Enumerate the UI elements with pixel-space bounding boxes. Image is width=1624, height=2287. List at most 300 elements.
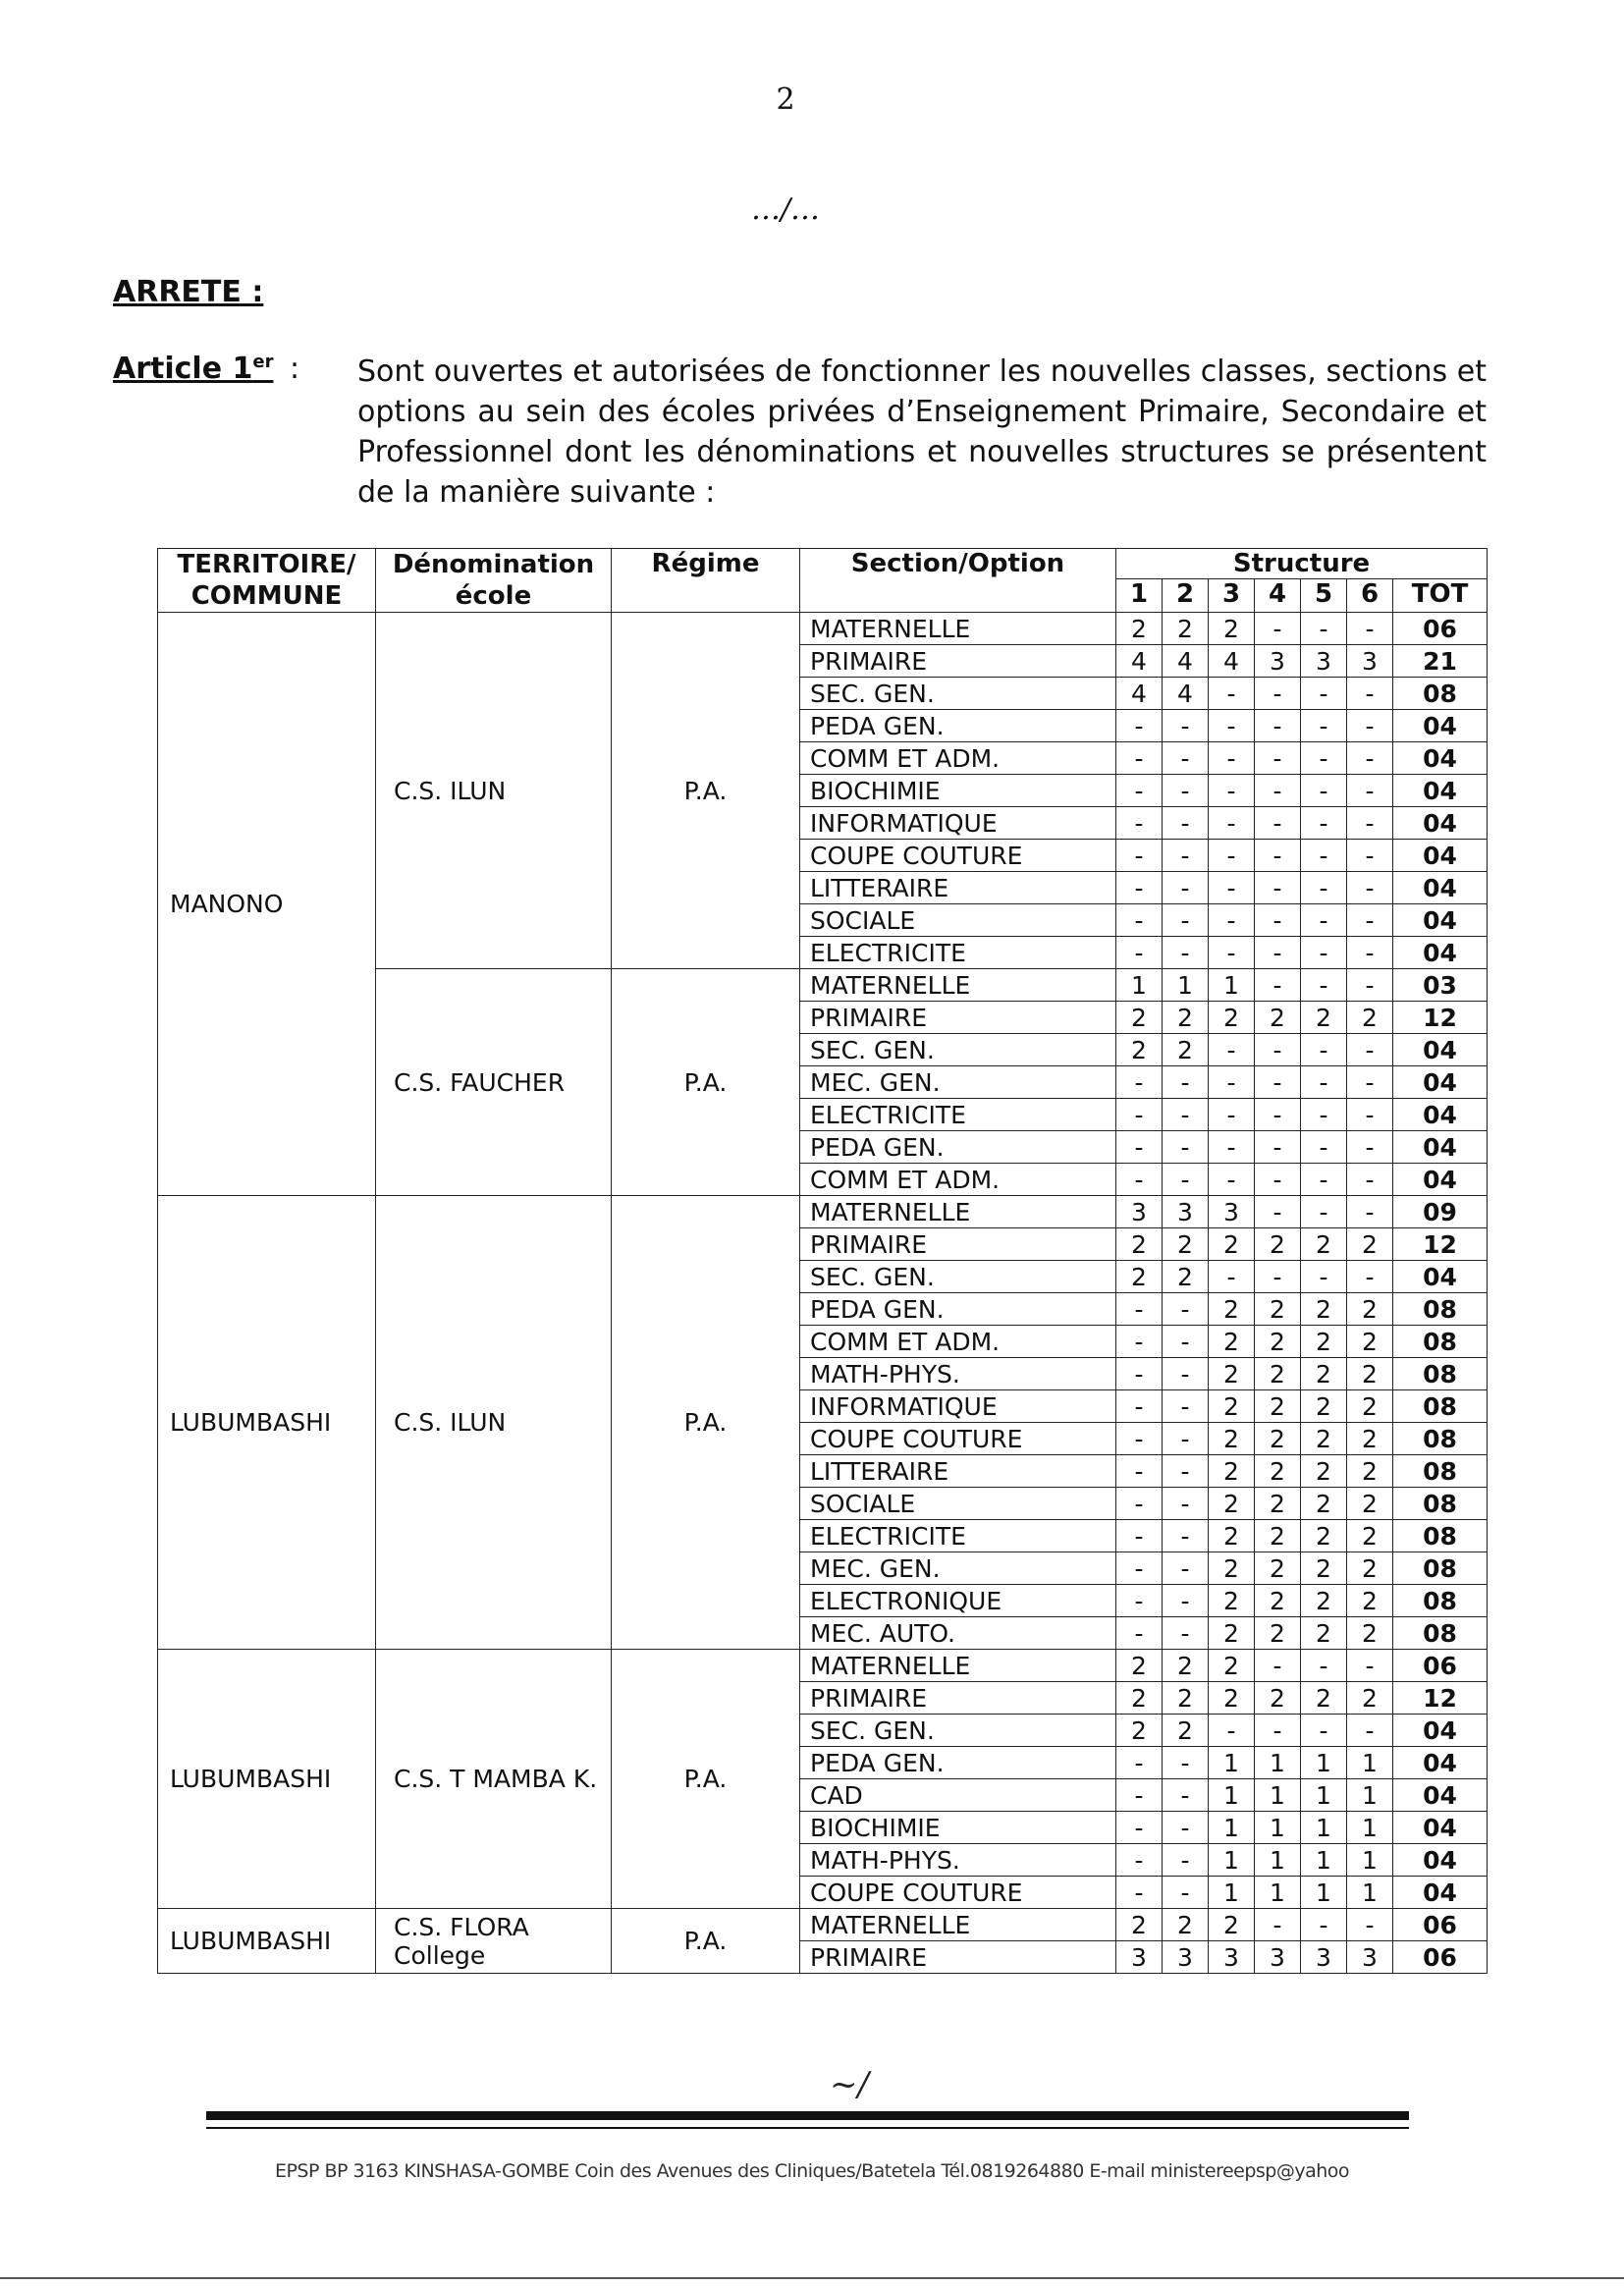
year-3-cell: 2 [1209, 1228, 1255, 1261]
total-cell: 04 [1393, 872, 1488, 904]
section-option-cell: ELECTRICITE [800, 1520, 1116, 1552]
table-row [158, 1909, 1488, 1941]
year-4-cell: - [1255, 775, 1301, 807]
year-4-cell: 2 [1255, 1520, 1301, 1552]
year-4-cell: - [1255, 1196, 1301, 1228]
year-1-cell: - [1116, 1099, 1163, 1131]
year-1-cell: - [1116, 904, 1163, 937]
year-3-cell: - [1209, 1066, 1255, 1099]
year-1-cell: - [1116, 840, 1163, 872]
regime-cell: P.A. [612, 613, 800, 969]
year-6-cell: 3 [1347, 1941, 1393, 1974]
year-5-cell: - [1301, 1066, 1347, 1099]
year-3-cell: - [1209, 742, 1255, 775]
year-6-cell: 2 [1347, 1423, 1393, 1455]
section-option-cell: COUPE COUTURE [800, 1423, 1116, 1455]
year-4-cell: - [1255, 1715, 1301, 1747]
year-2-cell: - [1163, 872, 1209, 904]
year-5-cell: - [1301, 710, 1347, 742]
year-5-cell: 3 [1301, 645, 1347, 678]
year-2-cell: 2 [1163, 613, 1209, 645]
header-year-1: 1 [1116, 579, 1163, 613]
section-option-cell: PEDA GEN. [800, 1747, 1116, 1779]
year-6-cell: 1 [1347, 1877, 1393, 1909]
section-option-cell: MATERNELLE [800, 613, 1116, 645]
year-5-cell: 2 [1301, 1682, 1347, 1715]
year-2-cell: 4 [1163, 678, 1209, 710]
year-1-cell: - [1116, 1552, 1163, 1585]
year-1-cell: 2 [1116, 613, 1163, 645]
year-4-cell: 2 [1255, 1293, 1301, 1326]
footer-rule-thin [206, 2127, 1409, 2129]
year-4-cell: - [1255, 807, 1301, 840]
total-cell: 08 [1393, 1390, 1488, 1423]
year-1-cell: - [1116, 1390, 1163, 1423]
year-4-cell: 2 [1255, 1326, 1301, 1358]
year-2-cell: - [1163, 1455, 1209, 1488]
year-3-cell: 2 [1209, 1455, 1255, 1488]
year-5-cell: - [1301, 678, 1347, 710]
year-5-cell: - [1301, 904, 1347, 937]
year-1-cell: - [1116, 1844, 1163, 1877]
section-option-cell: MEC. GEN. [800, 1552, 1116, 1585]
year-1-cell: 4 [1116, 645, 1163, 678]
regime-cell: P.A. [612, 1196, 800, 1650]
total-cell: 04 [1393, 807, 1488, 840]
year-3-cell: - [1209, 1099, 1255, 1131]
section-option-cell: MATH-PHYS. [800, 1844, 1116, 1877]
year-6-cell: - [1347, 969, 1393, 1002]
section-option-cell: LITTERAIRE [800, 1455, 1116, 1488]
year-6-cell: 2 [1347, 1682, 1393, 1715]
year-5-cell: 2 [1301, 1617, 1347, 1650]
year-2-cell: - [1163, 1131, 1209, 1164]
year-3-cell: 2 [1209, 1326, 1255, 1358]
year-4-cell: 2 [1255, 1228, 1301, 1261]
year-6-cell: 2 [1347, 1455, 1393, 1488]
year-5-cell: 2 [1301, 1390, 1347, 1423]
year-1-cell: 2 [1116, 1682, 1163, 1715]
year-1-cell: 2 [1116, 1909, 1163, 1941]
total-cell: 03 [1393, 969, 1488, 1002]
year-2-cell: - [1163, 1164, 1209, 1196]
year-2-cell: 2 [1163, 1650, 1209, 1682]
initials-mark: ~/ [830, 2065, 869, 2104]
year-2-cell: 2 [1163, 1228, 1209, 1261]
section-option-cell: PEDA GEN. [800, 1131, 1116, 1164]
year-1-cell: - [1116, 742, 1163, 775]
footer-rule-thick [206, 2111, 1409, 2120]
section-option-cell: SEC. GEN. [800, 678, 1116, 710]
year-1-cell: - [1116, 872, 1163, 904]
section-option-cell: SOCIALE [800, 1488, 1116, 1520]
year-6-cell: - [1347, 1131, 1393, 1164]
year-2-cell: - [1163, 1099, 1209, 1131]
year-5-cell: 2 [1301, 1520, 1347, 1552]
section-option-cell: PRIMAIRE [800, 1941, 1116, 1974]
year-3-cell: 2 [1209, 1002, 1255, 1034]
year-5-cell: 2 [1301, 1455, 1347, 1488]
year-4-cell: - [1255, 1909, 1301, 1941]
year-4-cell: - [1255, 1099, 1301, 1131]
year-1-cell: - [1116, 1293, 1163, 1326]
total-cell: 06 [1393, 613, 1488, 645]
territory-cell: MANONO [158, 613, 376, 1196]
year-3-cell: - [1209, 937, 1255, 969]
year-6-cell: - [1347, 742, 1393, 775]
year-6-cell: - [1347, 710, 1393, 742]
year-6-cell: - [1347, 1099, 1393, 1131]
year-6-cell: 1 [1347, 1812, 1393, 1844]
year-1-cell: 1 [1116, 969, 1163, 1002]
section-option-cell: ELECTRICITE [800, 937, 1116, 969]
year-5-cell: - [1301, 807, 1347, 840]
year-5-cell: 2 [1301, 1293, 1347, 1326]
year-1-cell: - [1116, 1326, 1163, 1358]
year-5-cell: 1 [1301, 1747, 1347, 1779]
year-4-cell: 2 [1255, 1488, 1301, 1520]
year-2-cell: - [1163, 1293, 1209, 1326]
year-5-cell: 2 [1301, 1326, 1347, 1358]
schools-structure-table [157, 548, 1488, 1974]
year-3-cell: 2 [1209, 1390, 1255, 1423]
year-3-cell: 2 [1209, 1358, 1255, 1390]
year-5-cell: - [1301, 1196, 1347, 1228]
year-1-cell: 3 [1116, 1941, 1163, 1974]
year-4-cell: - [1255, 1261, 1301, 1293]
school-name-cell: C.S. FLORA College [376, 1909, 612, 1974]
year-1-cell: - [1116, 1164, 1163, 1196]
year-6-cell: - [1347, 775, 1393, 807]
table-row [158, 613, 1488, 645]
section-option-cell: MATERNELLE [800, 969, 1116, 1002]
year-3-cell: - [1209, 1164, 1255, 1196]
section-option-cell: PRIMAIRE [800, 1002, 1116, 1034]
year-4-cell: 2 [1255, 1002, 1301, 1034]
year-2-cell: - [1163, 1877, 1209, 1909]
year-1-cell: - [1116, 1358, 1163, 1390]
year-6-cell: - [1347, 613, 1393, 645]
year-2-cell: - [1163, 1390, 1209, 1423]
table-row [158, 1196, 1488, 1228]
year-2-cell: - [1163, 904, 1209, 937]
regime-cell: P.A. [612, 1909, 800, 1974]
year-2-cell: - [1163, 1326, 1209, 1358]
year-4-cell: 3 [1255, 1941, 1301, 1974]
total-cell: 04 [1393, 775, 1488, 807]
article-colon: : [290, 352, 300, 386]
year-5-cell: - [1301, 1909, 1347, 1941]
year-4-cell: 2 [1255, 1552, 1301, 1585]
year-3-cell: - [1209, 1131, 1255, 1164]
year-6-cell: 2 [1347, 1326, 1393, 1358]
total-cell: 21 [1393, 645, 1488, 678]
year-5-cell: - [1301, 1715, 1347, 1747]
total-cell: 04 [1393, 840, 1488, 872]
year-4-cell: 1 [1255, 1779, 1301, 1812]
year-2-cell: 2 [1163, 1715, 1209, 1747]
year-4-cell: 2 [1255, 1390, 1301, 1423]
year-5-cell: 2 [1301, 1358, 1347, 1390]
total-cell: 04 [1393, 1261, 1488, 1293]
year-5-cell: 1 [1301, 1844, 1347, 1877]
year-3-cell: 2 [1209, 1650, 1255, 1682]
regime-cell: P.A. [612, 1650, 800, 1909]
section-option-cell: MEC. AUTO. [800, 1617, 1116, 1650]
arrete-heading: ARRETE : [113, 275, 264, 309]
year-2-cell: - [1163, 710, 1209, 742]
year-4-cell: 2 [1255, 1617, 1301, 1650]
school-name-cell: C.S. ILUN [376, 613, 612, 969]
total-cell: 12 [1393, 1682, 1488, 1715]
year-4-cell: - [1255, 1131, 1301, 1164]
section-option-cell: SEC. GEN. [800, 1034, 1116, 1066]
year-6-cell: - [1347, 1196, 1393, 1228]
year-6-cell: 1 [1347, 1779, 1393, 1812]
total-cell: 08 [1393, 1423, 1488, 1455]
year-4-cell: - [1255, 1650, 1301, 1682]
year-6-cell: - [1347, 840, 1393, 872]
year-4-cell: - [1255, 969, 1301, 1002]
year-2-cell: - [1163, 937, 1209, 969]
year-4-cell: 3 [1255, 645, 1301, 678]
year-6-cell: 2 [1347, 1585, 1393, 1617]
year-5-cell: 2 [1301, 1585, 1347, 1617]
year-2-cell: 2 [1163, 1034, 1209, 1066]
article-text: Sont ouvertes et autorisées de fonctionner les nouvelles classes, sections et options au sein des écoles privées d’Enseignement Primaire, Secondaire et Professionnel dont les dénominations et nouvelles structures se présentent de la manière suivante : [357, 354, 1487, 510]
year-1-cell: 3 [1116, 1196, 1163, 1228]
header-year-4: 4 [1255, 579, 1301, 613]
section-option-cell: SEC. GEN. [800, 1261, 1116, 1293]
year-2-cell: - [1163, 1747, 1209, 1779]
year-5-cell: - [1301, 1034, 1347, 1066]
total-cell: 04 [1393, 1034, 1488, 1066]
school-name-cell: C.S. FAUCHER [376, 969, 612, 1196]
section-option-cell: COUPE COUTURE [800, 840, 1116, 872]
year-4-cell: - [1255, 742, 1301, 775]
school-name-cell: C.S. T MAMBA K. [376, 1650, 612, 1909]
year-6-cell: - [1347, 872, 1393, 904]
year-5-cell: - [1301, 1131, 1347, 1164]
year-6-cell: - [1347, 807, 1393, 840]
year-3-cell: 2 [1209, 613, 1255, 645]
year-2-cell: - [1163, 1488, 1209, 1520]
year-5-cell: - [1301, 872, 1347, 904]
year-4-cell: - [1255, 840, 1301, 872]
territory-cell: LUBUMBASHI [158, 1196, 376, 1650]
year-6-cell: 1 [1347, 1844, 1393, 1877]
section-option-cell: MATH-PHYS. [800, 1358, 1116, 1390]
year-3-cell: - [1209, 710, 1255, 742]
header-school: Dénomination école [376, 549, 612, 613]
year-2-cell: 2 [1163, 1682, 1209, 1715]
year-2-cell: - [1163, 1585, 1209, 1617]
year-6-cell: 2 [1347, 1390, 1393, 1423]
year-5-cell: 1 [1301, 1812, 1347, 1844]
total-cell: 04 [1393, 1844, 1488, 1877]
section-option-cell: BIOCHIMIE [800, 1812, 1116, 1844]
section-option-cell: COMM ET ADM. [800, 742, 1116, 775]
year-2-cell: 2 [1163, 1002, 1209, 1034]
total-cell: 08 [1393, 1358, 1488, 1390]
total-cell: 06 [1393, 1909, 1488, 1941]
year-3-cell: 1 [1209, 1747, 1255, 1779]
year-2-cell: - [1163, 1617, 1209, 1650]
total-cell: 08 [1393, 1552, 1488, 1585]
total-cell: 08 [1393, 1520, 1488, 1552]
section-option-cell: ELECTRICITE [800, 1099, 1116, 1131]
total-cell: 04 [1393, 1877, 1488, 1909]
year-1-cell: - [1116, 807, 1163, 840]
section-option-cell: SEC. GEN. [800, 1715, 1116, 1747]
section-option-cell: COUPE COUTURE [800, 1877, 1116, 1909]
year-3-cell: 3 [1209, 1941, 1255, 1974]
header-regime: Régime [612, 549, 800, 613]
year-2-cell: - [1163, 775, 1209, 807]
year-1-cell: - [1116, 1617, 1163, 1650]
year-4-cell: - [1255, 1034, 1301, 1066]
year-4-cell: 2 [1255, 1585, 1301, 1617]
total-cell: 12 [1393, 1228, 1488, 1261]
section-option-cell: PRIMAIRE [800, 1228, 1116, 1261]
year-2-cell: - [1163, 1844, 1209, 1877]
year-1-cell: - [1116, 1877, 1163, 1909]
year-3-cell: - [1209, 840, 1255, 872]
year-5-cell: - [1301, 1164, 1347, 1196]
year-2-cell: - [1163, 742, 1209, 775]
year-6-cell: - [1347, 1715, 1393, 1747]
header-structure: Structure [1116, 549, 1488, 579]
section-option-cell: INFORMATIQUE [800, 1390, 1116, 1423]
year-3-cell: - [1209, 1034, 1255, 1066]
total-cell: 04 [1393, 1747, 1488, 1779]
year-6-cell: - [1347, 1261, 1393, 1293]
section-option-cell: COMM ET ADM. [800, 1326, 1116, 1358]
year-2-cell: - [1163, 1358, 1209, 1390]
year-5-cell: - [1301, 937, 1347, 969]
year-1-cell: 2 [1116, 1228, 1163, 1261]
regime-cell: P.A. [612, 969, 800, 1196]
year-3-cell: 2 [1209, 1520, 1255, 1552]
year-1-cell: - [1116, 1488, 1163, 1520]
year-2-cell: - [1163, 840, 1209, 872]
year-4-cell: 2 [1255, 1358, 1301, 1390]
year-1-cell: - [1116, 937, 1163, 969]
year-3-cell: 2 [1209, 1585, 1255, 1617]
table-row [158, 1650, 1488, 1682]
section-option-cell: PEDA GEN. [800, 710, 1116, 742]
total-cell: 08 [1393, 678, 1488, 710]
year-1-cell: - [1116, 1779, 1163, 1812]
year-4-cell: 1 [1255, 1844, 1301, 1877]
year-2-cell: 3 [1163, 1196, 1209, 1228]
section-option-cell: COMM ET ADM. [800, 1164, 1116, 1196]
territory-cell: LUBUMBASHI [158, 1909, 376, 1974]
section-option-cell: MATERNELLE [800, 1650, 1116, 1682]
total-cell: 04 [1393, 904, 1488, 937]
year-1-cell: - [1116, 1520, 1163, 1552]
page-number: 2 [776, 82, 795, 117]
section-option-cell: PEDA GEN. [800, 1293, 1116, 1326]
total-cell: 08 [1393, 1455, 1488, 1488]
year-3-cell: 2 [1209, 1488, 1255, 1520]
year-3-cell: 2 [1209, 1682, 1255, 1715]
header-territory: TERRITOIRE/ COMMUNE [158, 549, 376, 613]
year-2-cell: 2 [1163, 1261, 1209, 1293]
year-3-cell: 2 [1209, 1293, 1255, 1326]
section-option-cell: BIOCHIMIE [800, 775, 1116, 807]
year-1-cell: - [1116, 1812, 1163, 1844]
year-2-cell: - [1163, 1066, 1209, 1099]
section-option-cell: MATERNELLE [800, 1909, 1116, 1941]
year-1-cell: 4 [1116, 678, 1163, 710]
year-6-cell: 1 [1347, 1747, 1393, 1779]
year-5-cell: 1 [1301, 1779, 1347, 1812]
header-year-5: 5 [1301, 579, 1347, 613]
school-name-cell: C.S. ILUN [376, 1196, 612, 1650]
year-1-cell: - [1116, 1131, 1163, 1164]
year-4-cell: 1 [1255, 1812, 1301, 1844]
total-cell: 08 [1393, 1326, 1488, 1358]
year-4-cell: 2 [1255, 1423, 1301, 1455]
year-3-cell: - [1209, 1261, 1255, 1293]
total-cell: 06 [1393, 1650, 1488, 1682]
total-cell: 04 [1393, 1131, 1488, 1164]
total-cell: 08 [1393, 1488, 1488, 1520]
year-4-cell: 1 [1255, 1877, 1301, 1909]
year-3-cell: - [1209, 1715, 1255, 1747]
total-cell: 04 [1393, 1812, 1488, 1844]
year-6-cell: - [1347, 678, 1393, 710]
year-1-cell: - [1116, 1066, 1163, 1099]
header-total: TOT [1393, 579, 1488, 613]
year-1-cell: - [1116, 1747, 1163, 1779]
year-2-cell: - [1163, 807, 1209, 840]
total-cell: 12 [1393, 1002, 1488, 1034]
year-3-cell: 1 [1209, 1779, 1255, 1812]
total-cell: 04 [1393, 710, 1488, 742]
year-1-cell: - [1116, 710, 1163, 742]
total-cell: 04 [1393, 742, 1488, 775]
year-2-cell: 4 [1163, 645, 1209, 678]
year-2-cell: - [1163, 1520, 1209, 1552]
section-option-cell: CAD [800, 1779, 1116, 1812]
year-3-cell: 4 [1209, 645, 1255, 678]
year-6-cell: 2 [1347, 1488, 1393, 1520]
year-3-cell: 2 [1209, 1909, 1255, 1941]
article-label-sup: er [252, 352, 274, 372]
year-2-cell: 3 [1163, 1941, 1209, 1974]
year-5-cell: 1 [1301, 1877, 1347, 1909]
year-6-cell: 2 [1347, 1552, 1393, 1585]
year-5-cell: - [1301, 613, 1347, 645]
total-cell: 04 [1393, 1099, 1488, 1131]
section-option-cell: PRIMAIRE [800, 1682, 1116, 1715]
section-option-cell: INFORMATIQUE [800, 807, 1116, 840]
year-6-cell: 2 [1347, 1617, 1393, 1650]
year-2-cell: - [1163, 1779, 1209, 1812]
year-5-cell: - [1301, 1099, 1347, 1131]
section-option-cell: ELECTRONIQUE [800, 1585, 1116, 1617]
year-4-cell: 1 [1255, 1747, 1301, 1779]
year-1-cell: 2 [1116, 1650, 1163, 1682]
total-cell: 04 [1393, 1164, 1488, 1196]
year-5-cell: 2 [1301, 1488, 1347, 1520]
year-2-cell: 1 [1163, 969, 1209, 1002]
year-4-cell: - [1255, 872, 1301, 904]
year-6-cell: 2 [1347, 1228, 1393, 1261]
total-cell: 06 [1393, 1941, 1488, 1974]
